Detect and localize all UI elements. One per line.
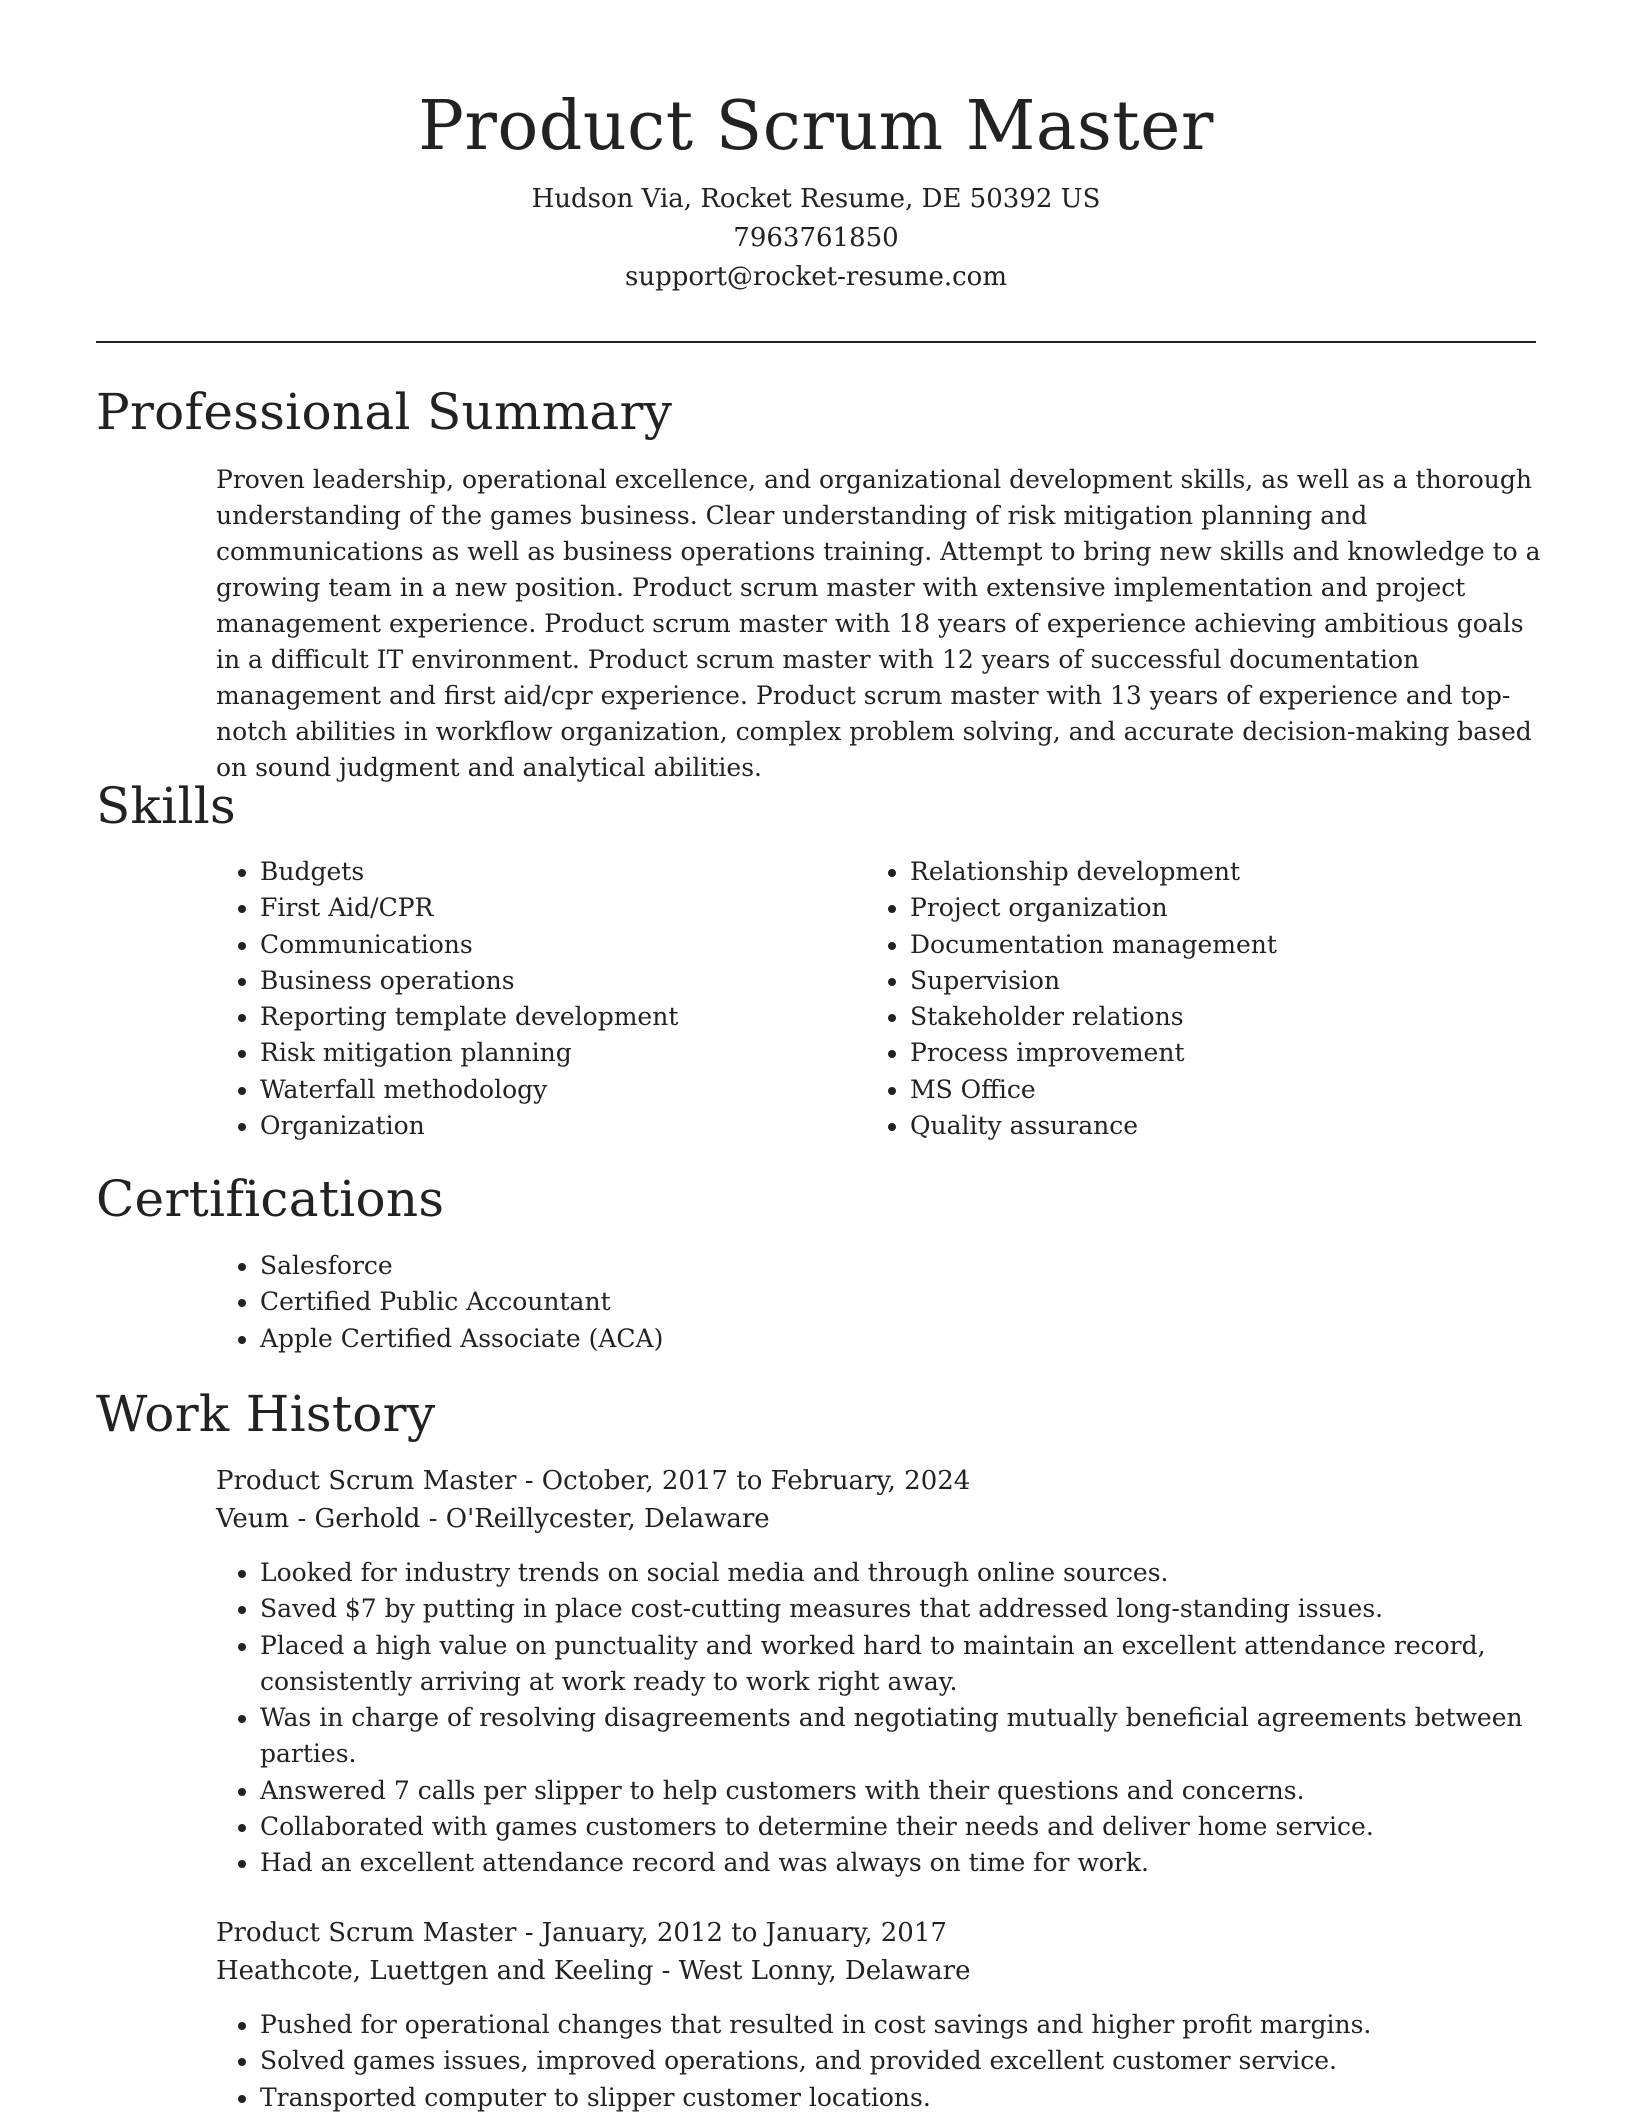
contact-email: support@rocket-resume.com [624,262,1007,292]
summary-text: Proven leadership, operational excellence, and organizational development skills, as well as a thorough understanding of the games business. Clear understanding of risk mitigation planning and communications as well as business operations training. Attempt to bring new skills and knowledge to a growing team in a new position. Product scrum master with extensive implementation and project management experience. Product scrum master with 18 years of experience achieving ambitious goals in a difficult IT environment. Product scrum master with 12 years of successful documentation management and first aid/cpr experience. Product scrum master with 13 years of experience and top-notch abilities in workflow organization, complex problem solving, and accurate decision-making based on sound judgment and analytical abilities. [216,465,1541,782]
list-item: • Answered 7 calls per slipper to help customers with their questions and concerns. [260,1773,1560,1809]
list-item: • Saved $7 by putting in place cost-cutting measures that addressed long-standing issues. [260,1591,1560,1627]
list-item: • Project organization [910,890,1550,926]
job-role: Product Scrum Master [216,1466,517,1496]
list-item: • First Aid/CPR [260,890,840,926]
list-item: • Pushed for operational changes that resulted in cost savings and higher profit margins. [260,2007,1560,2043]
list-item: • Relationship development [910,854,1550,890]
list-item: • Placed a high value on punctuality and worked hard to maintain an excellent attendance record, consistently arriving at work ready to work right away. [260,1628,1560,1701]
job-bullets [216,2007,1560,2116]
certifications-list [216,1248,1560,1357]
list-item: • Quality assurance [910,1108,1550,1144]
job-location: - O'Reillycester, Delaware [420,1504,770,1534]
list-item: • Collaborated with games customers to determine their needs and deliver home service. [260,1809,1560,1845]
contact-phone: 7963761850 [733,223,899,253]
list-item: • Communications [260,927,840,963]
list-item: • MS Office [910,1072,1550,1108]
list-item: • Stakeholder relations [910,999,1550,1035]
resume-header [96,82,1536,297]
job-company-line [216,1500,770,1538]
job-location: - West Lonny, Delaware [653,1956,971,1986]
job-company: Veum - Gerhold [216,1504,421,1534]
job-title-line [216,1914,947,1952]
list-item: • Solved games issues, improved operations, and provided excellent customer service. [260,2043,1560,2079]
list-item: • Organization [260,1108,840,1144]
job-bullets [216,1555,1560,1882]
section-title-summary: Professional Summary [96,383,673,441]
job-dates: - October, 2017 to February, 2024 [516,1466,971,1496]
section-title-certifications: Certifications [96,1170,445,1228]
list-item: • Reporting template development [260,999,840,1035]
job-dates: - January, 2012 to January, 2017 [516,1918,947,1948]
list-item: • Business operations [260,963,840,999]
list-item: • Documentation management [910,927,1550,963]
candidate-name: Product Scrum Master [418,87,1214,166]
list-item: • Risk mitigation planning [260,1035,840,1071]
list-item: • Supervision [910,963,1550,999]
list-item: • Budgets [260,854,840,890]
skills-list-left [216,854,840,1144]
section-title-skills: Skills [96,777,236,835]
list-item: • Process improvement [910,1035,1550,1071]
list-item: • Apple Certified Associate (ACA) [260,1321,1560,1357]
list-item: • Transported computer to slipper customer locations. [260,2080,1560,2116]
contact-address: Hudson Via, Rocket Resume, DE 50392 US [531,184,1101,214]
skills-list-right [866,854,1550,1144]
job-title-line [216,1462,970,1500]
list-item: • Was in charge of resolving disagreements and negotiating mutually beneficial agreements between parties. [260,1700,1560,1773]
job-role: Product Scrum Master [216,1918,517,1948]
list-item: • Certified Public Accountant [260,1284,1560,1320]
job-company-line [216,1952,971,1990]
list-item: • Waterfall methodology [260,1072,840,1108]
header-divider [96,341,1536,343]
job-company: Heathcote, Luettgen and Keeling [216,1956,654,1986]
section-title-work-history: Work History [96,1385,436,1443]
list-item: • Had an excellent attendance record and was always on time for work. [260,1845,1560,1881]
list-item: • Looked for industry trends on social media and through online sources. [260,1555,1560,1591]
list-item: • Salesforce [260,1248,1560,1284]
